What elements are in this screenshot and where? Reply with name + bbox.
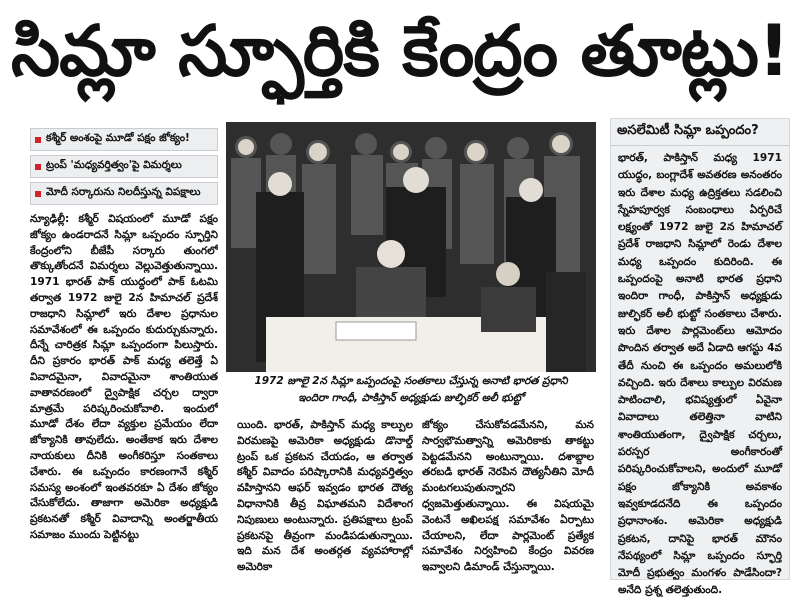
article-column-3 — [422, 418, 594, 578]
article-column-1 — [30, 212, 218, 577]
highlight-text: ట్రంప్ 'మధ్యవర్తిత్వం'పై విమర్శలు — [46, 159, 182, 171]
sidebar-body — [611, 146, 789, 604]
bullet-square-icon — [35, 137, 41, 143]
caption-line: ఇందిరా గాంధీ, పాకిస్తాన్ అధ్యక్షుడు జుల్ఫికర్ అలీ భుట్టో — [298, 392, 524, 404]
article-text: జోక్యం చేసుకోవడమేనని, మన సార్వభౌమత్వాన్ని అమెరికాకు తాకట్టు పెట్టడమేనని అంటున్నాయి. దశాబ్దాల తరబడి భారత్ నెరపిన దౌత్యనీతిని మోదీ మంటగలుపుతున్నారని ధ్వజమెత్తుతున్నాయి. ఈ విషయమై వెంటనే అఖిలపక్ష సమావేశం ఏర్పాటు చేయాలని, లేదా పార్లమెంట్ ప్రత్యేక సమావేశం నిర్వహించి కేంద్రం వివరణ ఇవ్వాలని డిమాండ్ చేస్తున్నాయి. — [422, 419, 594, 574]
bullet-square-icon — [35, 191, 41, 197]
highlights-box — [30, 128, 218, 205]
article-text: యింది. భారత్, పాకిస్తాన్ మధ్య కాల్పుల విరమణపై అమెరికా అధ్యక్షుడు డొనాల్డ్ ట్రంప్ ఒక ప్రకటన చేయడం, ఆ తర్వాత కశ్మీర్ వివాదం పరిష్కారానికి మధ్యవర్తిత్వం వహిస్తానని ఆఫర్ ఇవ్వడం భారత దౌత్య విధానానికి తీవ్ర విఘాతమని విదేశాంగ నిపుణులు అంటున్నారు. ప్రతిపక్షాలు ట్రంప్ ప్రకటనపై తీవ్రంగా మండిపడుతున్నాయి. ఇది మన దేశ అంతర్గత వ్యవహారాల్లో అమెరికా — [237, 419, 413, 574]
sidebar-title: అసలేమిటీ సిమ్లా ఒప్పందం? — [611, 119, 789, 146]
bullet-square-icon — [35, 164, 41, 170]
photo-illustration — [226, 122, 596, 372]
highlight-text: మోదీ సర్కారును నిలదీస్తున్న విపక్షాలు — [46, 186, 201, 198]
news-photo — [226, 122, 596, 372]
caption-line: 1972 జూలై 2న సిమ్లా ఒప్పందంపై సంతకాలు చేస్తున్న అనాటి భారత ప్రధాని — [254, 375, 568, 387]
headline: సిమ్లా స్ఫూర్తికి కేంద్రం తూట్లు! — [11, 9, 789, 92]
article-column-2 — [237, 418, 413, 578]
highlight-item — [30, 155, 218, 178]
highlight-item — [30, 182, 218, 205]
sidebar-box — [610, 118, 790, 597]
article-text: న్యూఢిల్లీ: కశ్మీర్ విషయంలో మూడో పక్షం జోక్యం ఉండరాదనే సిమ్లా ఒప్పందం స్ఫూర్తిని కేంద్రంలోని బీజేపీ సర్కారు తుంగలో తొక్కుతోందనే విమర్శలు వెల్లువెత్తుతున్నాయి. 1971 భారత్ పాక్ యుద్ధంలో పాక్ ఓటమి తర్వాత 1972 జులై 2న హిమాచల్ ప్రదేశ్ రాజధాని సిమ్లాలో ఇరు దేశాల ప్రధానుల సమావేశంలో ఈ ఒప్పందం కుదుర్చుకున్నారు. దీన్నే చారిత్రక సిమ్లా ఒప్పందంగా పిలుస్తారు. దీని ప్రకారం భారత్ పాక్ మధ్య తలెత్తే ఏ వివాదమైనా, వివాదమైనా శాంతియుత వాతావరణంలో ద్వైపాక్షిక చర్చల ద్వారా మాత్రమే పరిష్కరించుకోవాలి. ఇందులో మూడో దేశం లేదా వ్యక్తుల ప్రమేయం లేదా జోక్యానికి తావులేదు. అంతేకాక ఇరు దేశాల నాయకులు దీనికి అంగీకరిస్తూ సంతకాలు చేశారు. ఈ ఒప్పందం కారణంగానే కశ్మీర్ సమస్య అంశంలో ఇంతవరకూ ఏ దేశం జోక్యం చేసుకోలేదు. తాజాగా అమెరికా అధ్యక్షుడి ప్రకటనతో కశ్మీర్ వివాదాన్ని అంతర్జాతీయ సమాజం ముందు పెట్టినట్టు — [30, 213, 218, 541]
sidebar-text: భారత్, పాకిస్తాన్ మధ్య 1971 యుద్ధం, బంగ్లాదేశ్ అవతరణ అనంతరం ఇరు దేశాల మధ్య ఉద్రిక్తతలు సడలించి స్నేహపూర్వక సంబంధాలు ఏర్పరిచే లక్ష్యంతో 1972 జులై 2న హిమాచల్ ప్రదేశ్ రాజధాని సిమ్లాలో రెండు దేశాల మధ్య ఒప్పందం కుదిరింది. ఈ ఒప్పందంపై అనాటి భారత ప్రధాని ఇందిరా గాంధీ, పాకిస్తాన్ అధ్యక్షుడు జుల్ఫికర్ అలీ భుట్టో సంతకాలు చేశారు. ఇరు దేశాల పార్లమెంట్‌లు ఆమోదం పొందిన తర్వాత అదే ఏడాది ఆగస్టు 4వ తేదీ నుంచి ఈ ఒప్పందం అమలులోకి వచ్చింది. ఇరు దేశాలు కాల్పుల విరమణ పాటించాలి, భవిష్యత్తులో ఏవైనా వివాదాలు తలెత్తినా వాటిని శాంతియుతంగా, ద్వైపాక్షిక చర్చలు, పరస్పర అంగీకారంతో పరిష్కరించుకోవాలని, అందులో మూడో పక్షం జోక్యానికి అవకాశం ఇవ్వకూడదనేది ఈ ఒప్పందం ప్రధానాంశం. అమెరికా అధ్యక్షుడి ప్రకటన, దానిపై భారత్ మౌనం నేపథ్యంలో సిమ్లా ఒప్పందం స్ఫూర్తి మోదీ ప్రభుత్వం మంగళం పాడేసిందా? అనేది ప్రశ్న తలెత్తుతుంది. — [618, 152, 782, 597]
highlight-item — [30, 128, 218, 151]
highlight-text: కశ్మీర్ అంశంపై మూడో పక్షం జోక్యం! — [46, 132, 190, 144]
photo-caption — [226, 373, 596, 411]
